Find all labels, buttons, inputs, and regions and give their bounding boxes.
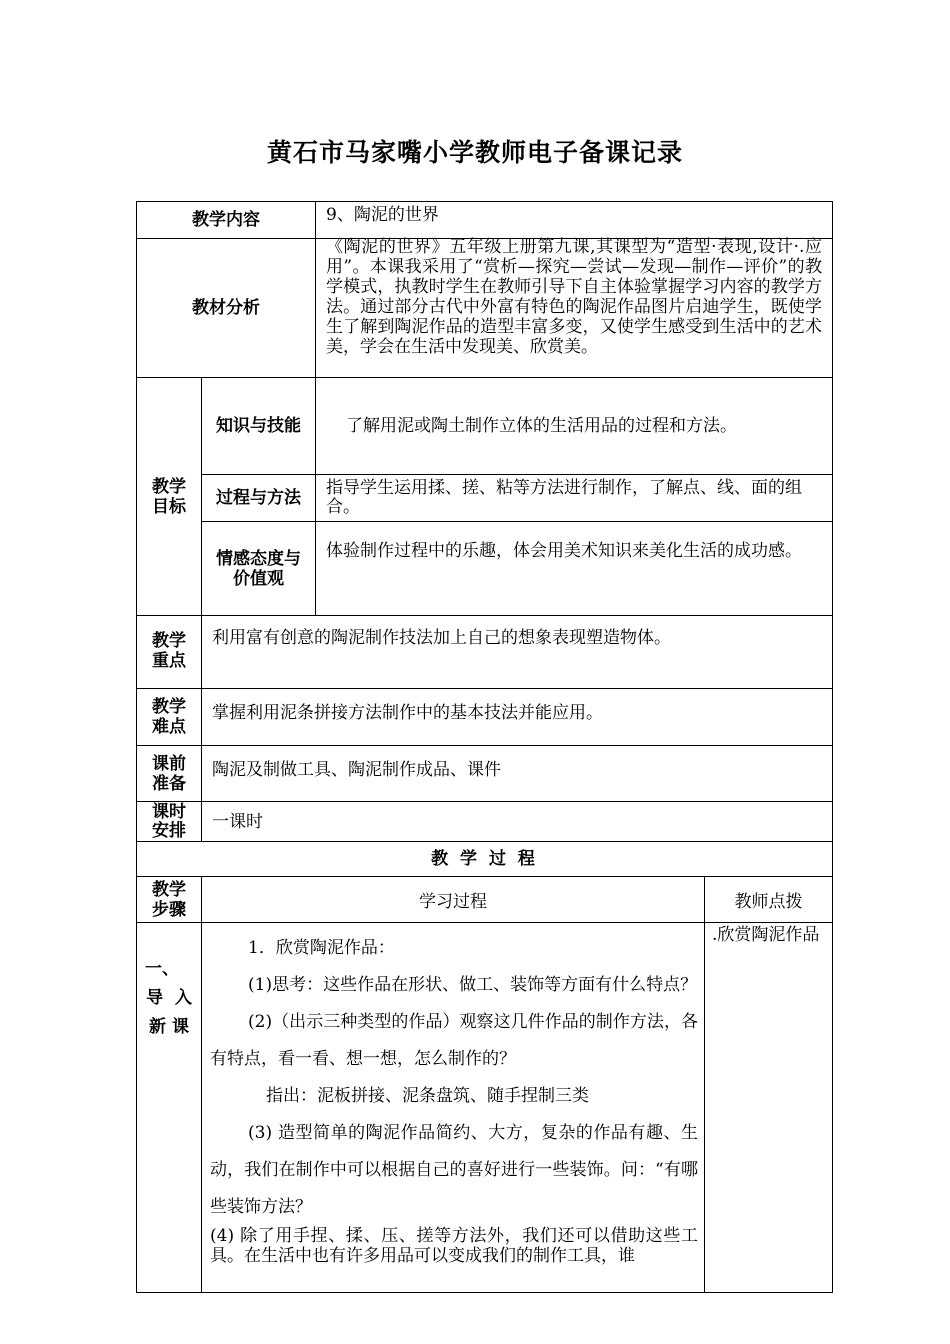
step1-content <box>210 930 698 1266</box>
label-key-line1: 教学 <box>152 631 186 651</box>
step1-label-line3: 新 课 <box>149 1017 189 1037</box>
label-difficulty-line2: 难点 <box>152 717 186 737</box>
process-header: 教 学 过 程 <box>431 849 538 869</box>
label-emotion <box>202 522 315 615</box>
label-process-method: 过程与方法 <box>216 488 301 508</box>
label-analysis: 教材分析 <box>192 298 260 318</box>
col-learning: 学习过程 <box>419 892 487 912</box>
list-item: (4) 除了用手捏、揉、压、搓等方法外，我们还可以借助这些工具。在生活中也有许多用品可以变成我们的制作工具，谁 <box>210 1226 698 1266</box>
label-goals-line1: 教学 <box>152 476 186 497</box>
label-difficulty <box>137 689 201 745</box>
label-emotion-line1: 情感态度与 <box>216 548 301 569</box>
step1-label-line2: 导 入 <box>146 988 192 1008</box>
list-item: (1)思考：这些作品在形状、做工、装饰等方面有什么特点？ <box>248 975 698 995</box>
label-goals <box>137 378 201 615</box>
value-emotion: 体验制作过程中的乐趣，体会用美术知识来美化生活的成功感。 <box>326 541 802 561</box>
page-title: 黄石市马家嘴小学教师电子备课记录 <box>266 138 683 167</box>
col-teacher: 教师点拨 <box>734 892 803 912</box>
col-step-line1: 教学 <box>152 879 186 900</box>
label-time <box>137 802 201 841</box>
label-difficulty-line1: 教学 <box>152 697 186 717</box>
list-item: (2)（出示三种类型的作品）观察这几件作品的制作方法，各有特点，看一看、想一想，怎么制作的？ <box>210 1012 698 1069</box>
label-emotion-line2: 价值观 <box>233 568 284 589</box>
col-step <box>137 877 201 922</box>
label-time-line1: 课时 <box>152 801 186 822</box>
value-time: 一课时 <box>212 812 263 832</box>
step1-teacher-note: .欣赏陶泥作品 <box>712 925 820 945</box>
label-goals-line2: 目标 <box>152 496 186 517</box>
label-prep-line2: 准备 <box>152 773 186 794</box>
label-time-line2: 安排 <box>152 820 186 841</box>
value-prep: 陶泥及制做工具、陶泥制作成品、课件 <box>212 760 501 780</box>
col-step-line2: 步骤 <box>152 899 186 920</box>
label-key-line2: 重点 <box>152 651 186 671</box>
label-prep <box>137 746 201 801</box>
label-content: 教学内容 <box>192 210 260 230</box>
list-item: (3) 造型简单的陶泥作品简约、大方，复杂的作品有趣、生动，我们在制作中可以根据自己的喜好进行一些装饰。问：“有哪些装饰方法？ <box>210 1123 698 1217</box>
label-key <box>137 616 201 688</box>
value-content: 9、陶泥的世界 <box>326 205 439 225</box>
list-item: 1．欣赏陶泥作品： <box>248 938 395 958</box>
value-knowledge: 了解用泥或陶土制作立体的生活用品的过程和方法。 <box>346 416 737 436</box>
label-prep-line1: 课前 <box>152 753 186 774</box>
list-item: 指出：泥板拼接、泥条盘筑、随手捏制三类 <box>266 1086 589 1106</box>
label-knowledge: 知识与技能 <box>216 416 301 436</box>
value-key: 利用富有创意的陶泥制作技法加上自己的想象表现塑造物体。 <box>212 628 671 648</box>
value-difficulty: 掌握利用泥条拼接方法制作中的基本技法并能应用。 <box>212 703 603 723</box>
value-process-method: 指导学生运用揉、搓、粘等方法进行制作，了解点、线、面的组合。 <box>326 478 802 517</box>
step1-label-line1: 一、 <box>145 959 179 979</box>
value-analysis: 《陶泥的世界》五年级上册第九课,其课型为“造型·表现,设计·.应用”。本课我采用了“赏析—探究—尝试—发现—制作—评价”的教学模式，执教时学生在教师引导下自主体验掌握学习内容的教学方法。通过部分古代中外富有特色的陶泥作品图片启迪学生，既使学生了解到陶泥作品的造型丰富多变，又使学生感受到生活中的艺术美，学会在生活中发现美、欣赏美。 <box>326 237 822 357</box>
step1-label <box>137 955 201 1042</box>
